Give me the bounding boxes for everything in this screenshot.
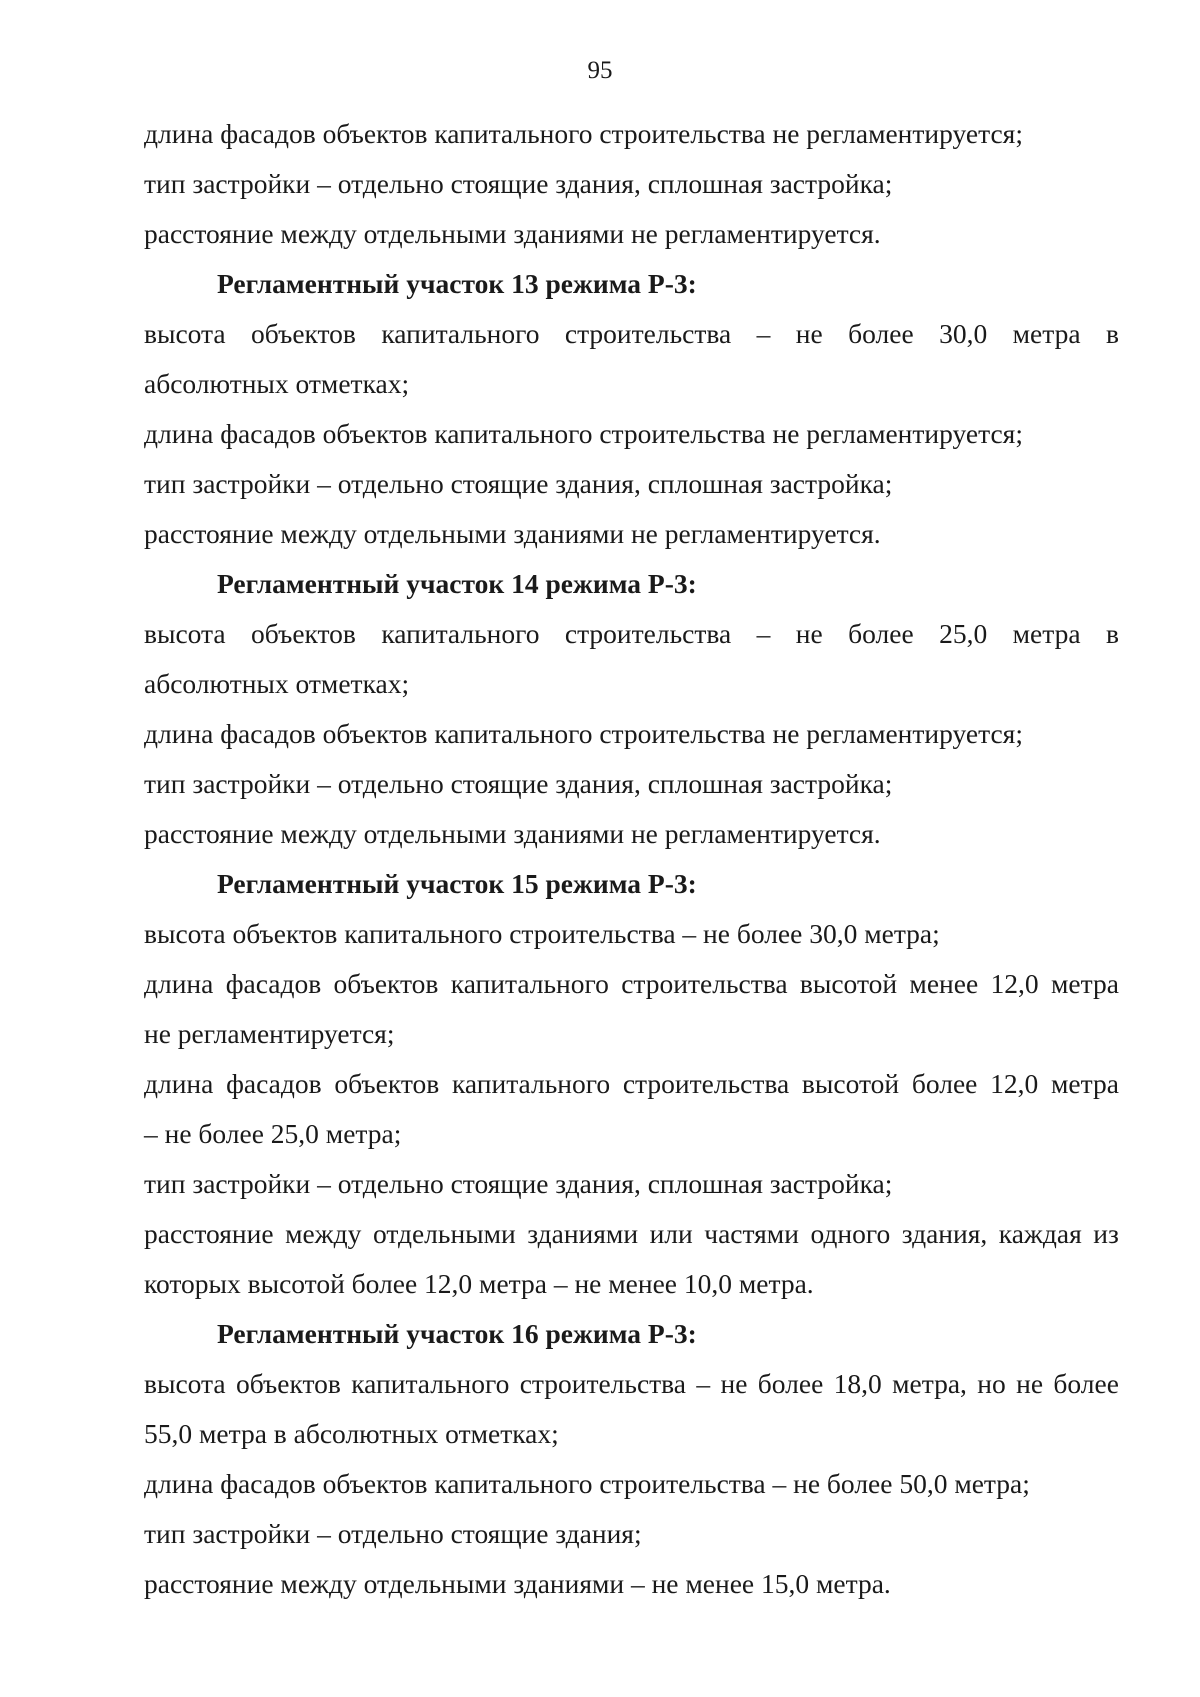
- word: объектов: [251, 318, 356, 349]
- word: одного: [810, 1218, 891, 1249]
- word: –: [756, 618, 771, 649]
- word: 18,0: [833, 1368, 882, 1399]
- word: между: [285, 1218, 362, 1249]
- word: метра: [1050, 968, 1119, 999]
- section-heading-16: Регламентный участок 16 режима Р-3:: [217, 1318, 697, 1349]
- word: капитального: [450, 968, 609, 999]
- paragraph-facade-length-16: длина фасадов объектов капитального строительства – не более 50,0 метра;: [144, 1468, 1030, 1499]
- section-heading-14: Регламентный участок 14 режима Р-3:: [217, 568, 697, 599]
- word: зданиями: [527, 1218, 639, 1249]
- paragraph-height-13: [144, 309, 1119, 359]
- word: 30,0: [939, 318, 988, 349]
- word: объектов: [334, 1068, 440, 1099]
- word: высота: [144, 1368, 226, 1399]
- word: длина: [144, 968, 214, 999]
- word: более: [1053, 1368, 1119, 1399]
- paragraph-building-type-14: тип застройки – отдельно стоящие здания, сплошная застройка;: [144, 768, 893, 799]
- word: высотой: [799, 968, 898, 999]
- word: капитального: [451, 1068, 611, 1099]
- word: фасадов: [226, 1068, 322, 1099]
- word: высота: [144, 318, 226, 349]
- word: высота: [144, 618, 226, 649]
- word: частями: [704, 1218, 799, 1249]
- word: капитального: [351, 1368, 510, 1399]
- word: метра: [1012, 618, 1081, 649]
- word: не: [720, 1368, 748, 1399]
- word: длина: [144, 1068, 214, 1099]
- paragraph-building-distance: расстояние между отдельными зданиями не регламентируется.: [144, 218, 881, 249]
- word: из: [1093, 1218, 1119, 1249]
- paragraph-facade-high-15-cont: – не более 25,0 метра;: [144, 1118, 402, 1149]
- word: 12,0: [990, 1068, 1039, 1099]
- paragraph-building-type-16: тип застройки – отдельно стоящие здания;: [144, 1518, 642, 1549]
- word: каждая: [998, 1218, 1082, 1249]
- paragraph-building-type-13: тип застройки – отдельно стоящие здания, сплошная застройка;: [144, 468, 893, 499]
- paragraph-building-type-15: тип застройки – отдельно стоящие здания, сплошная застройка;: [144, 1168, 893, 1199]
- word: фасадов: [225, 968, 322, 999]
- word: в: [1105, 618, 1119, 649]
- word: более: [757, 1368, 824, 1399]
- paragraph-building-type: тип застройки – отдельно стоящие здания, сплошная застройка;: [144, 168, 893, 199]
- paragraph-building-distance-16: расстояние между отдельными зданиями – не менее 15,0 метра.: [144, 1568, 891, 1599]
- word: объектов: [251, 618, 356, 649]
- word: –: [756, 318, 771, 349]
- word: объектов: [333, 968, 439, 999]
- word: –: [696, 1368, 711, 1399]
- word: или: [649, 1218, 693, 1249]
- paragraph-building-distance-15-cont: которых высотой более 12,0 метра – не менее 10,0 метра.: [144, 1268, 814, 1299]
- page-number: 95: [587, 57, 613, 84]
- word: метра,: [892, 1368, 967, 1399]
- word: строительства: [564, 318, 732, 349]
- word: строительства: [564, 618, 732, 649]
- word: но: [977, 1368, 1006, 1399]
- paragraph-facade-length-14: длина фасадов объектов капитального строительства не регламентируется;: [144, 718, 1023, 749]
- paragraph-building-distance-15: [144, 1209, 1119, 1259]
- word: строительства: [622, 1068, 790, 1099]
- word: метра: [1051, 1068, 1119, 1099]
- section-heading-15: Регламентный участок 15 режима Р-3:: [217, 868, 697, 899]
- word: здания,: [901, 1218, 988, 1249]
- word: 25,0: [939, 618, 988, 649]
- word: капитального: [381, 318, 540, 349]
- word: метра: [1012, 318, 1081, 349]
- paragraph-facade-length-13: длина фасадов объектов капитального строительства не регламентируется;: [144, 418, 1023, 449]
- paragraph-height-14: [144, 609, 1119, 659]
- word: более: [848, 618, 914, 649]
- word: строительства: [621, 968, 788, 999]
- paragraph-facade-low-15: [144, 959, 1119, 1009]
- word: более: [911, 1068, 978, 1099]
- word: высотой: [801, 1068, 900, 1099]
- paragraph-height-16-cont: 55,0 метра в абсолютных отметках;: [144, 1418, 559, 1449]
- paragraph-height-15: высота объектов капитального строительства – не более 30,0 метра;: [144, 918, 940, 949]
- paragraph-facade-length: длина фасадов объектов капитального строительства не регламентируется;: [144, 118, 1023, 149]
- paragraph-facade-low-15-cont: не регламентируется;: [144, 1018, 395, 1049]
- word: 12,0: [990, 968, 1039, 999]
- word: в: [1105, 318, 1119, 349]
- word: не: [795, 318, 823, 349]
- section-heading-13: Регламентный участок 13 режима Р-3:: [217, 268, 697, 299]
- word: объектов: [235, 1368, 341, 1399]
- word: отдельными: [372, 1218, 516, 1249]
- paragraph-building-distance-13: расстояние между отдельными зданиями не регламентируется.: [144, 518, 881, 549]
- word: расстояние: [144, 1218, 274, 1249]
- document-body: [144, 109, 1119, 1609]
- word: строительства: [519, 1368, 687, 1399]
- paragraph-facade-high-15: [144, 1059, 1119, 1109]
- paragraph-height-14-cont: абсолютных отметках;: [144, 668, 410, 699]
- word: более: [848, 318, 914, 349]
- word: не: [795, 618, 823, 649]
- word: капитального: [381, 618, 540, 649]
- word: не: [1016, 1368, 1044, 1399]
- paragraph-height-13-cont: абсолютных отметках;: [144, 368, 410, 399]
- paragraph-building-distance-14: расстояние между отдельными зданиями не регламентируется.: [144, 818, 881, 849]
- word: менее: [909, 968, 979, 999]
- paragraph-height-16: [144, 1359, 1119, 1409]
